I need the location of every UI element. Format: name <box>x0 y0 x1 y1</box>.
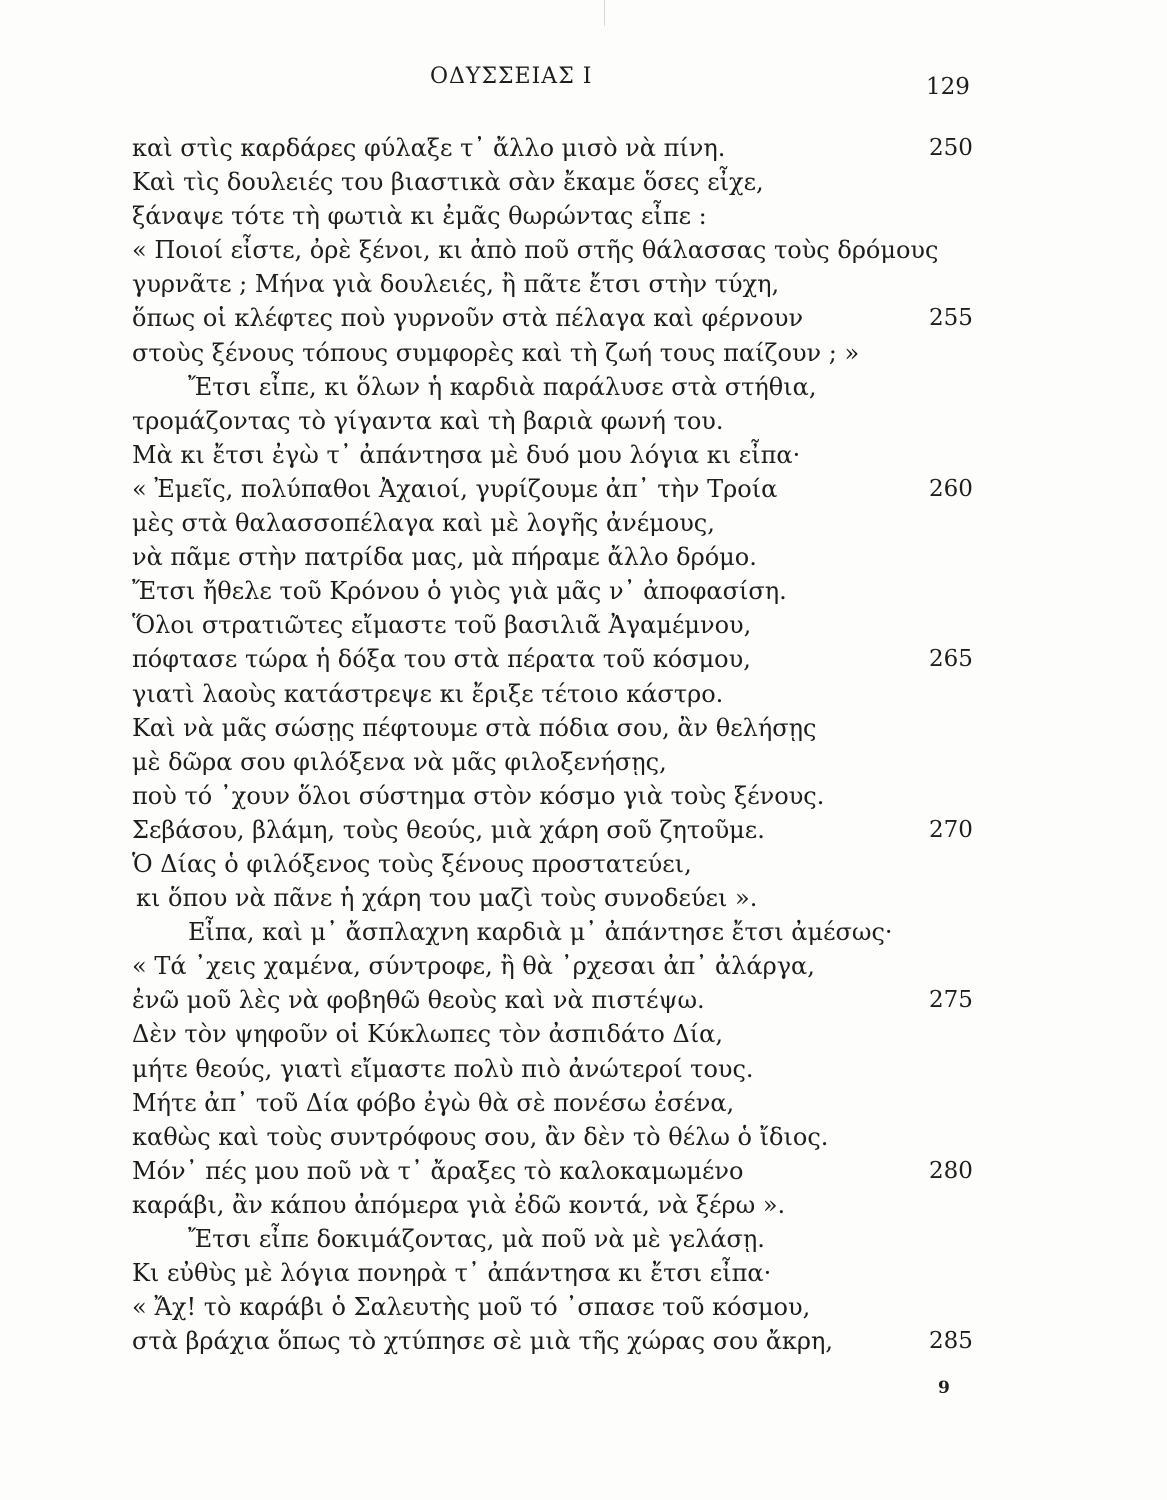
verse-line <box>132 1120 977 1154</box>
verse-line <box>132 301 977 335</box>
verse-text: « Ποιοί εἶστε, ὀρὲ ξένοι, κι ἀπὸ ποῦ στῆς θάλασσας τοὺς δρόμους <box>132 236 939 265</box>
verse-text: στὰ βράχια ὅπως τὸ χτύπησε σὲ μιὰ τῆς χώρας σου ἄκρη, <box>132 1327 834 1356</box>
verse-text: Καὶ τὶς δουλειές του βιαστικὰ σὰν ἔκαμε ὅσες εἶχε, <box>132 168 764 197</box>
verse-text: στοὺς ξένους τόπους συμφορὲς καὶ τὴ ζωή τους παίζουν ; » <box>132 338 860 367</box>
verse-text: Ὅλοι στρατιῶτες εἴμαστε τοῦ βασιλιᾶ Ἀγαμέμνου, <box>132 611 752 640</box>
verse-text: καθὼς καὶ τοὺς συντρόφους σου, ἂν δὲν τὸ θέλω ὁ ἴδιος. <box>132 1122 829 1151</box>
verse-text: Μόν᾽ πές μου ποῦ νὰ τ᾽ ἄραξες τὸ καλοκαμωμένο <box>132 1156 744 1185</box>
line-number: 280 <box>929 1157 973 1184</box>
verse-line <box>132 131 977 165</box>
verse-line <box>132 1017 977 1051</box>
verse-line <box>132 370 977 404</box>
verse-text: νὰ πᾶμε στὴν πατρίδα μας, μὰ πήραμε ἄλλο δρόμο. <box>132 543 757 572</box>
verse-text: γυρνᾶτε ; Μήνα γιὰ δουλειές, ἢ πᾶτε ἔτσι στὴν τύχη, <box>132 270 780 299</box>
verse-text: Ἔτσι ἤθελε τοῦ Κρόνου ὁ γιὸς γιὰ μᾶς ν᾽ ἀποφασίση. <box>132 577 787 606</box>
running-head-title: ΟΔΥΣΣΕΙΑΣ Ι <box>430 64 593 89</box>
line-number: 265 <box>929 646 973 673</box>
verse-text: ὅπως οἱ κλέφτες ποὺ γυρνοῦν στὰ πέλαγα καὶ φέρνουν <box>132 304 804 333</box>
signature-mark: 9 <box>938 1378 950 1398</box>
verse-line <box>132 847 977 881</box>
verse-list <box>132 131 977 1358</box>
top-margin-mark <box>604 0 605 26</box>
verse-line <box>132 779 977 813</box>
verse-line <box>132 1222 977 1256</box>
verse-text: « Τά ᾽χεις χαμένα, σύντροφε, ἢ θὰ ᾽ρχεσαι ἀπ᾽ ἀλάργα, <box>132 952 815 981</box>
verse-text: ξάναψε τότε τὴ φωτιὰ κι ἐμᾶς θωρώντας εἶπε : <box>132 202 707 231</box>
line-number: 260 <box>929 475 973 502</box>
verse-text: ἐνῶ μοῦ λὲς νὰ φοβηθῶ θεοὺς καὶ νὰ πιστέψω. <box>132 986 705 1015</box>
verse-text: τρομάζοντας τὸ γίγαντα καὶ τὴ βαριὰ φωνή του. <box>132 406 724 435</box>
verse-line <box>132 199 977 233</box>
verse-line <box>132 813 977 847</box>
page-number: 129 <box>926 74 970 100</box>
verse-line <box>132 1256 977 1290</box>
verse-text: Σεβάσου, βλάμη, τοὺς θεούς, μιὰ χάρη σοῦ ζητοῦμε. <box>132 815 765 844</box>
verse-text: γιατὶ λαοὺς κατάστρεψε κι ἔριξε τέτοιο κάστρο. <box>132 679 724 708</box>
verse-line <box>132 1188 977 1222</box>
verse-text: Δὲν τὸν ψηφοῦν οἱ Κύκλωπες τὸν ἀσπιδάτο Δία, <box>132 1020 724 1049</box>
verse-text: καράβι, ἂν κάπου ἀπόμερα γιὰ ἐδῶ κοντά, νὰ ξέρω ». <box>132 1190 786 1219</box>
verse-text: Μὰ κι ἔτσι ἐγὼ τ᾽ ἀπάντησα μὲ δυό μου λόγια κι εἶπα· <box>132 440 801 469</box>
verse-line <box>132 711 977 745</box>
verse-text: μὲς στὰ θαλασσοπέλαγα καὶ μὲ λογῆς ἀνέμους, <box>132 509 715 538</box>
verse-line <box>132 642 977 676</box>
verse-line <box>132 404 977 438</box>
line-number: 255 <box>929 305 973 332</box>
verse-line <box>132 336 977 370</box>
verse-line <box>132 574 977 608</box>
verse-text: Ἔτσι εἶπε, κι ὅλων ἡ καρδιὰ παράλυσε στὰ στήθια, <box>188 372 817 401</box>
verse-text: Καὶ νὰ μᾶς σώσῃς πέφτουμε στὰ πόδια σου, ἂν θελήσῃς <box>132 713 817 742</box>
verse-text: μήτε θεούς, γιατὶ εἴμαστε πολὺ πιὸ ἀνώτεροί τους. <box>132 1054 754 1083</box>
verse-line <box>132 165 977 199</box>
verse-line <box>132 438 977 472</box>
verse-text: μὲ δῶρα σου φιλόξενα νὰ μᾶς φιλοξενήσῃς, <box>132 747 667 776</box>
verse-text: « Ἄχ! τὸ καράβι ὁ Σαλευτὴς μοῦ τό ᾽σπασε τοῦ κόσμου, <box>132 1293 811 1322</box>
verse-text: Κι εὐθὺς μὲ λόγια πονηρὰ τ᾽ ἀπάντησα κι ἔτσι εἶπα· <box>132 1259 772 1288</box>
verse-line <box>132 1324 977 1358</box>
verse-line <box>132 915 977 949</box>
verse-text: ποὺ τό ᾽χουν ὅλοι σύστημα στὸν κόσμο γιὰ τοὺς ξένους. <box>132 781 825 810</box>
verse-line <box>132 983 977 1017</box>
verse-line <box>132 949 977 983</box>
verse-text: πόφτασε τώρα ἡ δόξα του στὰ πέρατα τοῦ κόσμου, <box>132 645 751 674</box>
verse-text: καὶ στὶς καρδάρες φύλαξε τ᾽ ἄλλο μισὸ νὰ πίνη. <box>132 134 726 162</box>
verse-line <box>132 677 977 711</box>
verse-line <box>132 540 977 574</box>
verse-line <box>132 608 977 642</box>
verse-text: κι ὅπου νὰ πᾶνε ἡ χάρη του μαζὶ τοὺς συνοδεύει ». <box>136 884 758 913</box>
verse-line <box>132 233 977 267</box>
line-number: 250 <box>929 135 973 161</box>
verse-line <box>132 1290 977 1324</box>
verse-line <box>132 472 977 506</box>
verse-line <box>132 267 977 301</box>
line-number: 275 <box>929 987 973 1014</box>
verse-line <box>132 881 977 915</box>
verse-text: Ὁ Δίας ὁ φιλόξενος τοὺς ξένους προστατεύει, <box>132 849 692 878</box>
verse-text: « Ἐμεῖς, πολύπαθοι Ἀχαιοί, γυρίζουμε ἀπ᾽ τὴν Τροία <box>132 474 778 503</box>
line-number: 285 <box>929 1328 973 1355</box>
line-number: 270 <box>929 816 973 843</box>
verse-line <box>132 506 977 540</box>
verse-line <box>132 745 977 779</box>
verse-line <box>132 1086 977 1120</box>
verse-line <box>132 1154 977 1188</box>
verse-text: Ἔτσι εἶπε δοκιμάζοντας, μὰ ποῦ νὰ μὲ γελάσῃ. <box>188 1225 765 1253</box>
verse-text: Εἶπα, καὶ μ᾽ ἄσπλαχνη καρδιὰ μ᾽ ἀπάντησε ἔτσι ἀμέσως· <box>188 918 893 947</box>
verse-line <box>132 1052 977 1086</box>
verse-text: Μήτε ἀπ᾽ τοῦ Δία φόβο ἐγὼ θὰ σὲ πονέσω ἐσένα, <box>132 1088 735 1117</box>
